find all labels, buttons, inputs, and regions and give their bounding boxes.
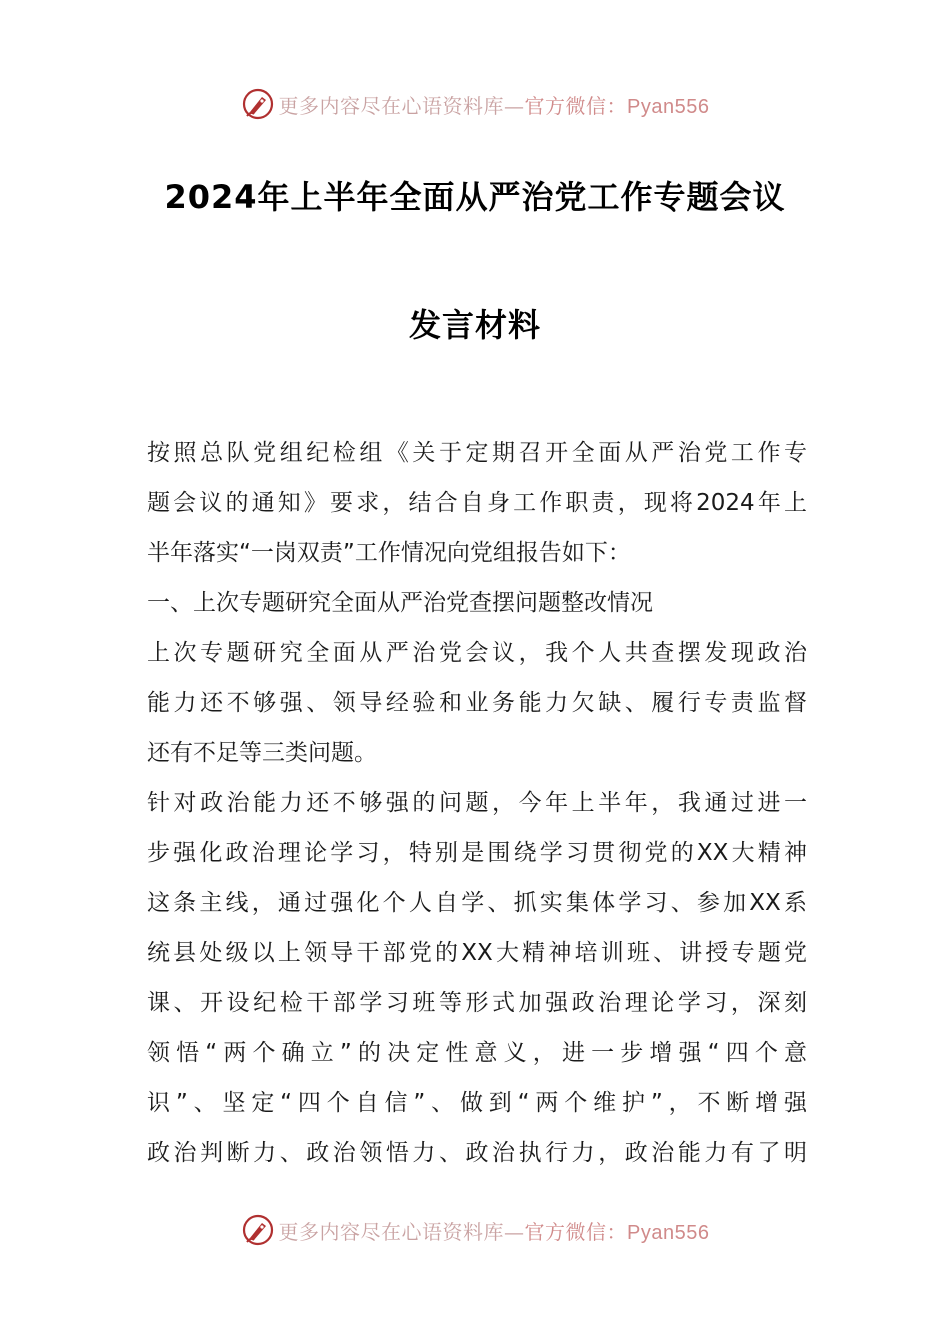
body-line: 领悟“两个确立”的决定性意义，进一步增强“四个意 [147, 1040, 807, 1066]
watermark-dash: — [504, 93, 525, 118]
header-watermark [0, 84, 950, 124]
body-line: 这条主线，通过强化个人自学、抓实集体学习、参加XX系 [147, 890, 807, 916]
watermark-main: 更多内容尽在心语资料库 [278, 1219, 505, 1244]
document-subtitle: 发言材料 [408, 306, 541, 344]
body-line: 上次专题研究全面从严治党会议，我个人共查摆发现政治 [147, 640, 807, 666]
pen-nib-circle-icon [241, 1213, 275, 1247]
watermark-dash: — [504, 1219, 525, 1244]
body-line: 针对政治能力还不够强的问题，今年上半年，我通过进一 [147, 790, 807, 816]
watermark-main: 更多内容尽在心语资料库 [278, 93, 505, 118]
footer-watermark [0, 1210, 950, 1250]
body-line: 能力还不够强、领导经验和业务能力欠缺、履行专责监督 [147, 690, 807, 716]
body-line: 还有不足等三类问题。 [147, 740, 377, 766]
watermark-contact: 官方微信：Pyan556 [524, 95, 710, 118]
body-line: 按照总队党组纪检组《关于定期召开全面从严治党工作专 [147, 440, 807, 466]
document-title: 2024年上半年全面从严治党工作专题会议 [164, 178, 786, 216]
watermark-text [279, 1216, 710, 1245]
watermark-contact: 官方微信：Pyan556 [524, 1221, 710, 1244]
watermark-text [279, 90, 710, 119]
pen-nib-circle-icon [241, 87, 275, 121]
body-line: 政治判断力、政治领悟力、政治执行力，政治能力有了明 [147, 1140, 807, 1166]
body-line: 统县处级以上领导干部党的XX大精神培训班、讲授专题党 [147, 940, 807, 966]
body-line: 步强化政治理论学习，特别是围绕学习贯彻党的XX大精神 [147, 840, 807, 866]
body-line: 半年落实“一岗双责”工作情况向党组报告如下： [147, 540, 631, 566]
document-body [147, 428, 807, 1178]
body-line: 课、开设纪检干部学习班等形式加强政治理论学习，深刻 [147, 990, 807, 1016]
body-line: 识”、坚定“四个自信”、做到“两个维护”，不断增强 [147, 1090, 807, 1116]
body-line: 题会议的通知》要求，结合自身工作职责，现将2024年上 [147, 490, 807, 516]
section-heading: 一、上次专题研究全面从严治党查摆问题整改情况 [147, 590, 653, 616]
